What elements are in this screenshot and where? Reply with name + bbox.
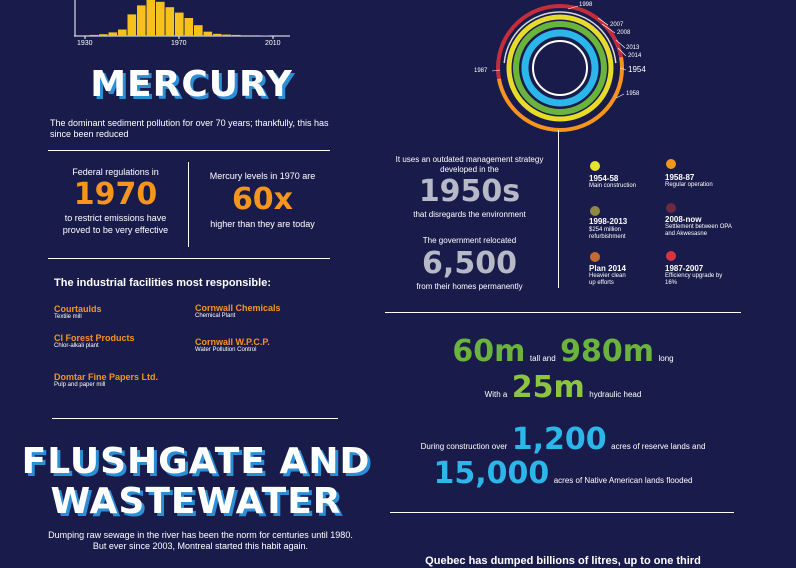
mercury-intro: The dominant sediment pollution for over 70 years; thankfully, this has since been reduced [50, 118, 329, 139]
legend-label: 1954-58 [589, 174, 619, 183]
divider [385, 312, 741, 313]
ring-label-1998: 1998 [579, 2, 593, 8]
histogram-label-1970: 1970 [171, 40, 187, 47]
ring-label-2007: 2007 [610, 22, 624, 28]
dam-height-label: tall and [529, 354, 556, 363]
histogram-bar [90, 35, 99, 36]
mercury-histogram [72, 0, 292, 52]
dam-length-value: 980m [560, 334, 655, 369]
stat-federal-value: 1970 [73, 177, 158, 212]
facility-type: Chlor-alkali plant [54, 343, 99, 349]
ring-arc [533, 41, 587, 95]
legend-desc: Settlement between OPA and Akwesasne [665, 224, 732, 237]
legend-dot [666, 203, 676, 213]
facility-name: Courtaulds [54, 304, 102, 314]
stat-relocated-after: from their homes permanently [416, 282, 523, 291]
facility-name: Cornwall Chemicals [195, 303, 281, 313]
timeline-connector [558, 130, 559, 288]
acres-native [386, 456, 740, 491]
acres-reserve-before: During construction over [420, 442, 508, 451]
facility-ci-forest [54, 333, 135, 349]
mercury-title: MERCURY [90, 64, 293, 105]
histogram-bar [194, 25, 203, 36]
flushgate-title-line1: FLUSHGATE AND [21, 441, 371, 482]
facility-cornwall-chemicals [195, 303, 281, 319]
ring-arc [516, 24, 604, 112]
legend-label: Plan 2014 [589, 264, 626, 273]
ring-label-2008: 2008 [617, 30, 631, 36]
divider [390, 512, 734, 513]
histogram-bar [166, 7, 175, 36]
dam-head-before: With a [484, 390, 508, 399]
stat-divider [188, 162, 189, 247]
acres-native-after: acres of Native American lands flooded [553, 476, 693, 485]
facilities-heading: The industrial facilities most responsible: [54, 277, 271, 289]
histogram-bar [80, 35, 89, 36]
dam-head-after: hydraulic head [589, 390, 642, 399]
legend-desc: Heavier clean up efforts [589, 273, 626, 286]
facility-type: Pulp and paper mill [54, 382, 106, 388]
histogram-bar [156, 2, 165, 36]
legend-dot [590, 206, 600, 216]
legend-dot [590, 252, 600, 262]
ring-label-2013: 2013 [626, 45, 640, 51]
stat-management-value: 1950s [418, 174, 521, 209]
histogram-bar [137, 5, 146, 36]
ring-label-1958: 1958 [626, 91, 640, 97]
ring-label-1987: 1987 [474, 68, 488, 74]
stat-relocated [392, 235, 547, 293]
dam-height-value: 60m [452, 334, 526, 369]
ring-label-2014: 2014 [628, 53, 642, 59]
histogram-bar [213, 34, 222, 36]
legend-desc: $254 million refurbishment [589, 227, 626, 240]
legend-label: 1987-2007 [665, 264, 704, 273]
stat-mercury-after: higher than they are today [210, 219, 315, 229]
stat-federal-regulations [48, 166, 183, 236]
facility-name: Cornwall W.P.C.P. [195, 337, 270, 347]
acres-native-value: 15,000 [433, 456, 550, 491]
legend-dot [666, 159, 676, 169]
histogram-label-1930: 1930 [77, 40, 93, 47]
facility-courtaulds [54, 304, 102, 320]
stat-relocated-value: 6,500 [422, 246, 517, 281]
legend-dot [666, 251, 676, 261]
dam-head-value: 25m [511, 370, 585, 405]
ring-label-1954: 1954 [628, 65, 646, 74]
divider [48, 258, 330, 259]
flushgate-intro: Dumping raw sewage in the river has been the norm for centuries until 1980. But ever since 2003, Montreal started this habit again. [48, 530, 353, 551]
timeline-legend [586, 158, 746, 293]
flushgate-title-line2: WASTEWATER [50, 481, 342, 522]
legend-label: 1958-87 [665, 173, 695, 182]
stat-relocated-before: The government relocated [422, 236, 517, 245]
facility-type: Water Pollution Control [195, 347, 257, 353]
acres-reserve-value: 1,200 [511, 422, 607, 457]
histogram-bar [232, 35, 241, 36]
legend-desc: Efficiency upgrade by 16% [665, 273, 723, 286]
histogram-bar [128, 14, 137, 36]
divider [48, 150, 330, 151]
dam-head [386, 370, 740, 405]
histogram-bar [175, 13, 184, 36]
histogram-bar [223, 35, 232, 36]
acres-reserve-after: acres of reserve lands and [611, 442, 706, 451]
dam-dimensions [386, 334, 740, 369]
legend-label: 1998-2013 [589, 217, 628, 226]
stat-management [392, 155, 547, 221]
stat-management-after: that disregards the environment [413, 210, 526, 219]
dam-timeline-rings [460, 0, 660, 140]
facility-type: Chemical Plant [195, 313, 236, 319]
facility-type: Textile mill [54, 314, 82, 320]
stat-federal-after: to restrict emissions have proved to be very effective [62, 213, 169, 235]
histogram-bar [242, 35, 251, 36]
quebec-dumping-text: Quebec has dumped billions of litres, up to one third [425, 555, 701, 567]
divider [52, 418, 338, 419]
acres-reserve [386, 422, 740, 457]
histogram-bar [204, 32, 213, 36]
legend-desc: Main construction [589, 183, 637, 189]
histogram-bar [185, 18, 194, 36]
legend-desc: Regular operation [665, 182, 713, 188]
facility-cornwall-wpcp [195, 337, 270, 353]
histogram-bar [118, 30, 127, 36]
histogram-bar [251, 35, 260, 36]
histogram-bar [109, 32, 118, 36]
facility-name: Domtar Fine Papers Ltd. [54, 372, 159, 382]
facility-domtar [54, 372, 158, 388]
legend-dot [590, 161, 600, 171]
facility-name: CI Forest Products [54, 333, 135, 343]
ring-arc [525, 33, 595, 103]
stat-management-before: It uses an outdated management strategy developed in the [395, 155, 544, 174]
histogram-bar [147, 0, 156, 36]
histogram-bar [99, 34, 108, 36]
dam-length-label: long [658, 354, 674, 363]
stat-mercury-before: Mercury levels in 1970 are [209, 171, 316, 181]
histogram-label-2010: 2010 [265, 40, 281, 47]
stat-mercury-levels [195, 170, 330, 230]
stat-federal-before: Federal regulations in [72, 167, 159, 177]
stat-mercury-value: 60x [231, 182, 294, 217]
legend-label: 2008-now [665, 215, 702, 224]
